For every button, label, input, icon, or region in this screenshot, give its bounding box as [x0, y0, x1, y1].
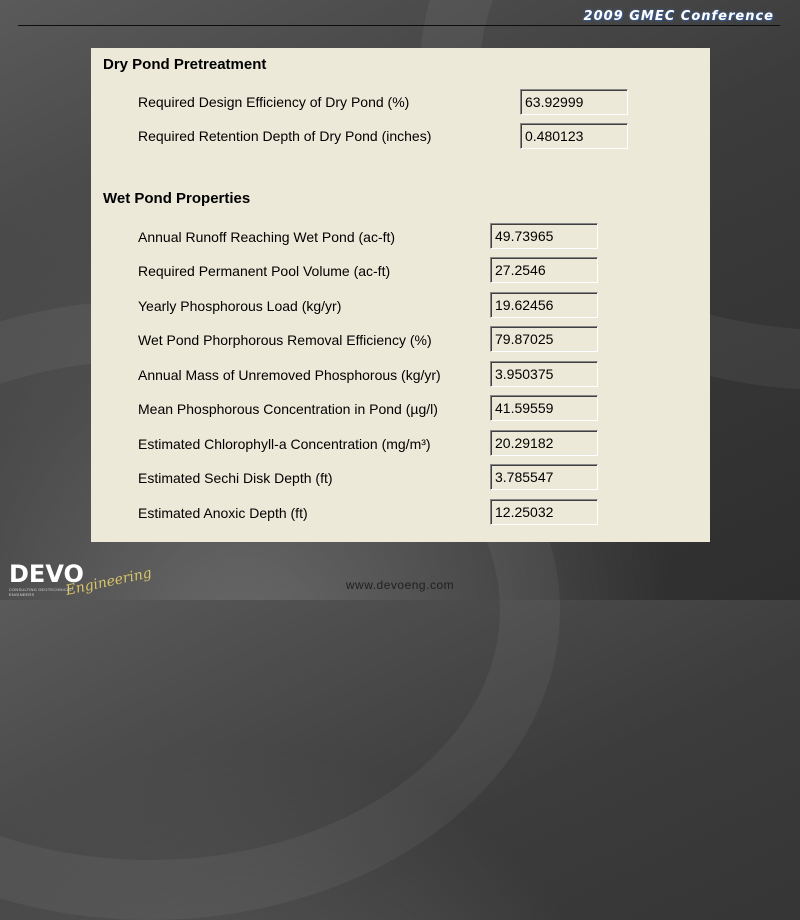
dry-pond-efficiency-field[interactable]: 63.92999: [520, 89, 628, 115]
dry-pond-retention-label: Required Retention Depth of Dry Pond (inches): [138, 128, 432, 144]
sechi-disk-depth-field[interactable]: 3.785547: [490, 464, 598, 490]
dry-pond-retention-field[interactable]: 0.480123: [520, 123, 628, 149]
dry-pond-section-title: Dry Pond Pretreatment: [103, 56, 267, 73]
annual-runoff-field[interactable]: 49.73965: [490, 223, 598, 249]
results-panel: [91, 48, 710, 542]
phosphorous-concentration-label: Mean Phosphorous Concentration in Pond (µg/l): [138, 401, 438, 417]
unremoved-phosphorous-field[interactable]: 3.950375: [490, 361, 598, 387]
anoxic-depth-label: Estimated Anoxic Depth (ft): [138, 505, 308, 521]
phosphorous-concentration-field[interactable]: 41.59559: [490, 395, 598, 421]
phosphorous-load-label: Yearly Phosphorous Load (kg/yr): [138, 298, 342, 314]
logo-engineering-script: Engineering: [64, 565, 154, 599]
chlorophyll-concentration-field[interactable]: 20.29182: [490, 430, 598, 456]
annual-runoff-label: Annual Runoff Reaching Wet Pond (ac-ft): [138, 229, 396, 245]
phosphorous-load-field[interactable]: 19.62456: [490, 292, 598, 318]
logo-tagline: CONSULTING GEOTECHNICAL ENGINEERS: [9, 587, 73, 597]
wet-pond-section-title: Wet Pond Properties: [103, 190, 251, 207]
permanent-pool-volume-label: Required Permanent Pool Volume (ac-ft): [138, 263, 391, 279]
permanent-pool-volume-field[interactable]: 27.2546: [490, 257, 598, 283]
removal-efficiency-label: Wet Pond Phorphorous Removal Efficiency (%): [138, 332, 432, 348]
logo-devo-text: DEVO: [9, 560, 84, 588]
sechi-disk-depth-label: Estimated Sechi Disk Depth (ft): [138, 470, 333, 486]
dry-pond-efficiency-label: Required Design Efficiency of Dry Pond (%): [138, 94, 410, 110]
anoxic-depth-field[interactable]: 12.25032: [490, 499, 598, 525]
footer-url[interactable]: www.devoeng.com: [345, 578, 455, 592]
unremoved-phosphorous-label: Annual Mass of Unremoved Phosphorous (kg/yr): [138, 367, 441, 383]
chlorophyll-concentration-label: Estimated Chlorophyll-a Concentration (mg/m³): [138, 436, 431, 452]
conference-title: 2009 GMEC Conference: [583, 9, 774, 24]
removal-efficiency-field[interactable]: 79.87025: [490, 326, 598, 352]
header-rule: [18, 25, 780, 26]
